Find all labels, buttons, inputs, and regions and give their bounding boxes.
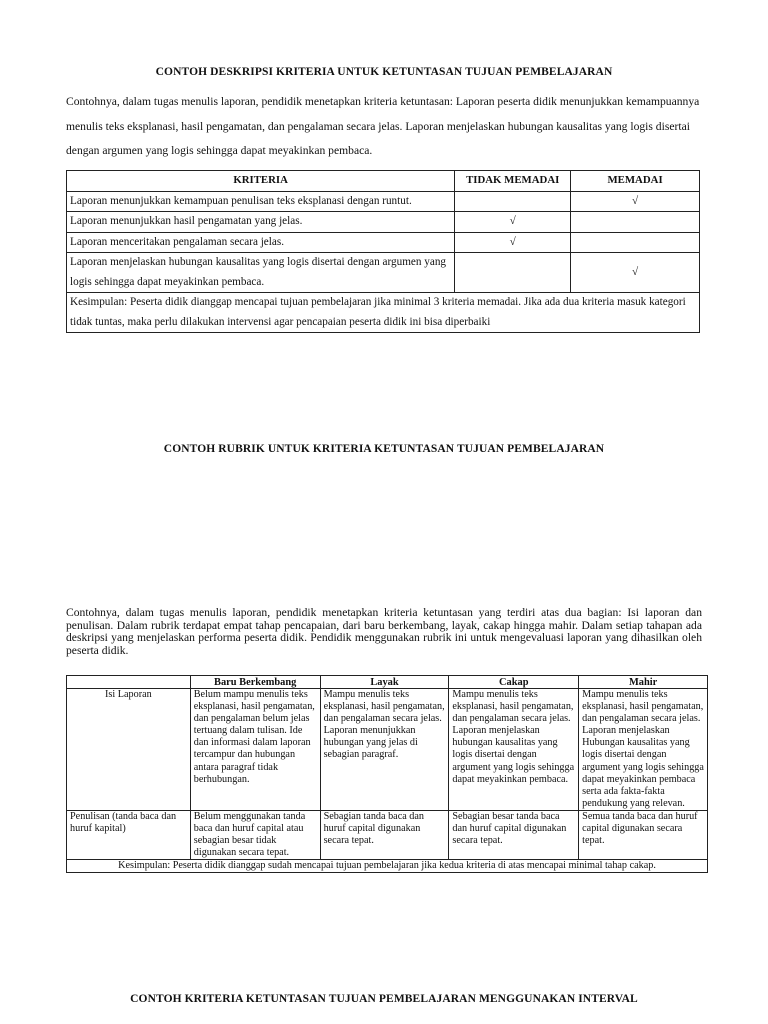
section1-title: CONTOH DESKRIPSI KRITERIA UNTUK KETUNTASAN TUJUAN PEMBELAJARAN [155, 66, 613, 78]
conclusion-cell: Kesimpulan: Peserta didik dianggap sudah mencapai tujuan pembelajaran jika kedua kriteria di atas mencapai minimal tahap cakap. [67, 860, 708, 873]
table-row [67, 212, 700, 233]
criterion-cell: Laporan menunjukkan hasil pengamatan yang jelas. [67, 212, 455, 233]
rubric-table [66, 675, 708, 873]
memadai-cell: √ [571, 253, 700, 293]
section2-paragraph: Contohnya, dalam tugas menulis laporan, pendidik menetapkan kriteria ketuntasan yang terdiri atas dua bagian: Isi laporan dan penulisan. Dalam rubrik terdapat empat tahap pencapaian, dari baru berkembang, layak, cakap hingga mahir. Dalam setiap tahapan ada deskripsi yang menjelaskan performa peserta didik. Pendidik menggunakan rubrik ini untuk mengevaluasi laporan yang dihasilkan oleh peserta didik. [66, 606, 702, 657]
tidak-memadai-cell [455, 253, 571, 293]
table-row [67, 232, 700, 253]
header-empty [67, 676, 191, 689]
rubric-cell: Mampu menulis teks eksplanasi, hasil pengamatan, dan pengalaman secara jelas. Laporan menjelaskan Hubungan kausalitas yang logis disertai dengan argument yang logis sehingga dapat meyakinkan pembaca serta ada fakta-fakta pendukung yang relevan. [579, 689, 708, 811]
rubric-cell: Belum menggunakan tanda baca dan huruf capital atau sebagian besar tidak digunakan secara tepat. [190, 810, 320, 859]
criterion-cell: Laporan menceritakan pengalaman secara jelas. [67, 232, 455, 253]
row-label-penulisan: Penulisan (tanda baca dan huruf kapital) [67, 810, 191, 859]
header-kriteria: KRITERIA [67, 171, 455, 192]
tidak-memadai-cell [455, 191, 571, 212]
rubric-cell: Belum mampu menulis teks eksplanasi, hasil pengamatan, dan pengalaman belum jelas tertuang dalam tulisan. Ide dan informasi dalam laporan tercampur dan hubungan antara paragraf tidak berhubungan. [190, 689, 320, 811]
conclusion-cell: Kesimpulan: Peserta didik dianggap mencapai tujuan pembelajaran jika minimal 3 kriteria memadai. Jika ada dua kriteria masuk kategori tidak tuntas, maka perlu dilakukan intervensi agar pencapaian peserta didik ini bisa diperbaiki [67, 293, 700, 333]
table-row [67, 810, 708, 859]
header-baru-berkembang: Baru Berkembang [190, 676, 320, 689]
header-mahir: Mahir [579, 676, 708, 689]
memadai-cell [571, 232, 700, 253]
conclusion-row [67, 860, 708, 873]
row-label-isi-laporan: Isi Laporan [67, 689, 191, 811]
rubric-cell: Mampu menulis teks eksplanasi, hasil pengamatan, dan pengalaman secara jelas. Laporan menunjukkan hubungan yang jelas di sebagian paragraf. [320, 689, 449, 811]
rubric-cell: Sebagian besar tanda baca dan huruf capital digunakan secara tepat. [449, 810, 579, 859]
memadai-cell: √ [571, 191, 700, 212]
section2-title: CONTOH RUBRIK UNTUK KRITERIA KETUNTASAN TUJUAN PEMBELAJARAN [163, 443, 605, 455]
header-cakap: Cakap [449, 676, 579, 689]
tidak-memadai-cell: √ [455, 212, 571, 233]
table-row [67, 689, 708, 811]
table-header-row [67, 171, 700, 192]
rubric-cell: Sebagian tanda baca dan huruf capital digunakan secara tepat. [320, 810, 449, 859]
rubric-cell: Mampu menulis teks eksplanasi, hasil pengamatan, dan pengalaman secara jelas. Laporan menjelaskan hubungan kausalitas yang logis disertai dengan argument yang logis sehingga dapat meyakinkan pembaca. [449, 689, 579, 811]
section1-paragraph: Contohnya, dalam tugas menulis laporan, pendidik menetapkan kriteria ketuntasan: Laporan peserta didik menunjukkan kemampuannya menulis teks eksplanasi, hasil pengamatan, dan pengalaman secara jelas. Laporan menjelaskan hubungan kausalitas yang logis disertai dengan argumen yang logis sehingga dapat meyakinkan pembaca. [66, 95, 700, 157]
header-layak: Layak [320, 676, 449, 689]
criterion-cell: Laporan menjelaskan hubungan kausalitas yang logis disertai dengan argumen yang logis sehingga dapat meyakinkan pembaca. [67, 253, 455, 293]
section3-title: CONTOH KRITERIA KETUNTASAN TUJUAN PEMBELAJARAN MENGGUNAKAN INTERVAL [130, 993, 638, 1005]
rubric-cell: Semua tanda baca dan huruf capital digunakan secara tepat. [579, 810, 708, 859]
table-row [67, 253, 700, 293]
table-header-row [67, 676, 708, 689]
criteria-table [66, 170, 700, 333]
conclusion-row [67, 293, 700, 333]
memadai-cell [571, 212, 700, 233]
table-row [67, 191, 700, 212]
tidak-memadai-cell: √ [455, 232, 571, 253]
header-memadai: MEMADAI [571, 171, 700, 192]
header-tidak-memadai: TIDAK MEMADAI [455, 171, 571, 192]
criterion-cell: Laporan menunjukkan kemampuan penulisan teks eksplanasi dengan runtut. [67, 191, 455, 212]
